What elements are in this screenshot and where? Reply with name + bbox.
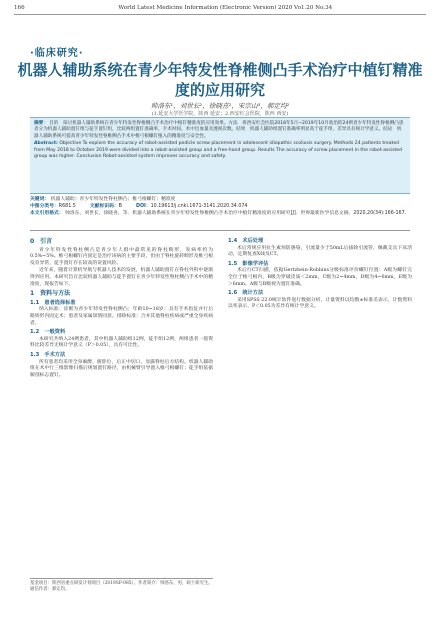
paragraph: 术后行CT扫描，依据Gertzbein-Robbins分级标准评价螺钉位置：A级为螺钉完全位于椎弓根内，B级为穿破皮质＜2mm，C级为2~4mm，D级为4~6mm，E级为＞6mm。A级与B级视为置钉准确。 — [228, 268, 412, 287]
subheading: 1.4 术后处理 — [228, 238, 264, 244]
authors: 帅洛东¹，刘世长²，徐晓喜²，宋宗山³，郝定均² — [150, 102, 290, 110]
paragraph: 术后常规应用抗生素预防感染，引流量少于50mL后拔除引流管，佩戴支具下床活动，定期复查X线及CT。 — [228, 245, 412, 258]
paragraph: 青少年特发性脊柱侧凸是青少年人群中最常见的脊柱畸形，发病率约为0.5%~5%。椎弓根螺钉内固定是治疗该病的主要手段，但由于脊柱旋转畸形及椎弓根发育异常，徒手置钉存在较高的误置风险。 — [30, 247, 213, 266]
page-number: 166 — [14, 5, 25, 11]
abstract-cn-label: 摘要 — [34, 121, 44, 126]
abstract-cn: 摘要： 目的 探讨机器人辅助系统在青少年特发性脊椎侧凸手术治疗中植钉精准度的应用效果。方法 将西安红会医院2018年5月~2019年10月收治的24例青少年特发性脊椎侧凸患者分为机器人辅助置钉组与徒手置钉组，比较两组置钉准确率、手术时间、术中出血量及透视次数。结果 机器人辅助组置钉准确率明显高于徒手组，差异具有统计学意义。结论 机器人辅助系统可提高青少年特发性脊椎侧凸手术中椎弓根螺钉植入的精准度与安全性。 — [34, 121, 404, 139]
body-column-left — [30, 236, 213, 380]
section-label: ·临床研究· — [30, 48, 84, 59]
journal-name: World Latest Medicine Information (Electronic Version) 2020 Vo1.20 No.34 — [118, 5, 333, 11]
paragraph: 所有患者均采用全身麻醉，俯卧位，后正中切口，显露脊柱后方结构。机器人辅助组在术中行三维影像扫描后规划置钉路径，由机械臂引导置入椎弓根螺钉；徒手组依据解剖标志置钉。 — [30, 359, 213, 378]
subheading: 1.3 手术方法 — [30, 351, 66, 358]
running-header — [14, 2, 426, 15]
doi-value[interactable]: 10.19613/j.cnki.1671-3141.2020.34.074 — [150, 204, 248, 210]
abstract-en — [34, 141, 406, 160]
subheading: 1.6 统计方法 — [228, 290, 264, 297]
subheading: 1.2 一般资料 — [30, 329, 66, 336]
keywords: 机器人辅助；青少年特发性脊柱侧凸；椎弓根螺钉；精准度 — [50, 197, 176, 202]
citation-label: 本文引用格式： — [30, 211, 64, 217]
affiliation: (1.延安大学医学院，陕西 延安；2.西安红会医院，陕西 西安) — [151, 111, 289, 117]
keywords-label: 关键词： — [30, 197, 50, 202]
doi-label: DOI： — [135, 204, 151, 210]
classification-row — [30, 203, 410, 210]
clc-label: 中图分类号： — [30, 204, 59, 210]
heading-methods: 1 资料与方法 — [30, 290, 71, 298]
heading-intro: 0 引言 — [30, 238, 53, 245]
subheading: 1.5 影像学评估 — [228, 260, 269, 267]
divider — [30, 230, 410, 231]
citation-row — [30, 210, 410, 217]
keywords-row — [30, 196, 410, 203]
subheading: 1.1 患者选择标准 — [30, 299, 76, 306]
abstract-en-label: Abstract: — [34, 141, 58, 147]
doc-code-value: B — [118, 204, 122, 210]
paragraph: 本研究共纳入24例患者，其中机器人辅助组12例，徒手组12例，两组患者一般资料比较差异无统计学意义（P＞0.05），具有可比性。 — [30, 336, 213, 349]
paragraph: 近年来，随着计算机导航与机器人技术的发展，机器人辅助置钉在脊柱外科中逐渐得到应用。本研究旨在比较机器人辅助与徒手置钉在青少年特发性脊柱侧凸手术中的精准度，现报告如下。 — [30, 268, 213, 287]
paper-title: 机器人辅助系统在青少年特发性脊椎侧凸手术治疗中植钉精准度的应用研究 — [17, 61, 423, 99]
doc-code-label: 文献标识码： — [89, 204, 119, 210]
footnote: 基金项目：陕西省重点研发计划项目（2019SF-085）。作者简介：帅洛东，男，硕士研究生。通信作者：郝定均。 — [30, 578, 213, 593]
abstract-cn-text: 目的 探讨机器人辅助系统在青少年特发性脊椎侧凸手术治疗中植钉精准度的应用效果。方法 将西安红会医院2018年5月~2019年10月收治的24例青少年特发性脊椎侧凸患者分为机器人辅助置钉组与徒手置钉组，比较两组置钉准确率、手术时间、术中出血量及透视次数。结果 机器人辅助组置钉准确率明显高于徒手组，差异具有统计学意义。结论 机器人辅助系统可提高青少年特发性脊椎侧凸手术中椎弓根螺钉植入的精准度与安全性。 — [34, 121, 404, 139]
abstract-box — [30, 117, 410, 194]
article-meta — [30, 196, 410, 218]
abstract-en-text: Objective To explore the accuracy of robot-assisted pedicle screw placement in adolescent idiopathic scoliosis surgery. Methods 24 patients treated from May 2018 to October 2019 were divided into a robot-assisted group and a free-hand group. Results The accuracy of screw placement in the robot-assisted group was higher. Conclusion Robot-assisted system improves accuracy and safety. — [34, 141, 403, 160]
paragraph: 纳入标准：诊断为青少年特发性脊柱侧凸；年龄10~18岁；具有手术指征并行后路矫形内固定术；患者及家属知情同意。排除标准：合并其他脊柱疾病或严重全身疾病者。 — [30, 307, 213, 326]
citation-text: 帅洛东，刘世长，徐晓喜，等．机器人辅助系统在青少年特发性脊椎侧凸手术治疗中植钉精准度的应用研究[J]．世界最新医学信息文摘，2020,20(34):166-167. — [65, 211, 407, 217]
paragraph: 采用SPSS 22.0统计软件进行数据分析，计量资料以均数±标准差表示，计数资料以率表示，P＜0.05为差异有统计学意义。 — [228, 297, 412, 310]
body-column-right — [228, 236, 412, 312]
clc-value: R681.5 — [58, 204, 76, 210]
